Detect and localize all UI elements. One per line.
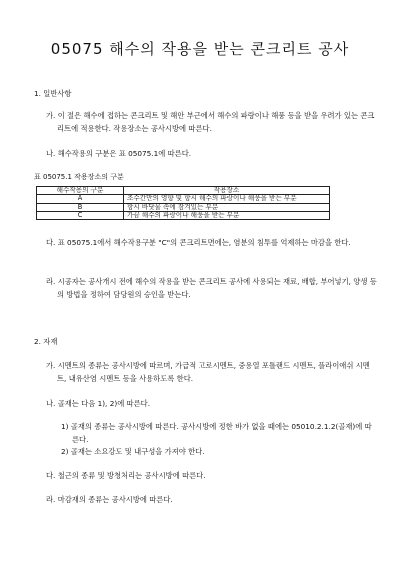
- table-cell: A: [37, 195, 124, 203]
- table-header-cell: 해수작용의 구분: [37, 187, 124, 195]
- subitem-1: 1) 골재의 종류는 공사시방에 따른다. 공사시방에 정한 바가 없을 때에는 05010.2.1.2(골재)에 따른다.: [61, 422, 372, 444]
- table-cell: C: [37, 211, 124, 219]
- paragraph-ra: 라. 시공자는 공사개시 전에 해수의 작용을 받는 콘크리트 공사에 사용되는 재료, 배합, 부어넣기, 양생 등의 방법을 정하여 담당원의 승인을 받는다.: [46, 277, 377, 299]
- document-title: 05075 해수의 작용을 받는 콘크리트 공사: [50, 40, 350, 58]
- paragraph-da: 다. 표 05075.1에서 해수작용구분 "C"의 콘크리트면에는, 염분의 침투를 억제하는 마감을 한다.: [46, 238, 351, 247]
- table-row: [37, 211, 330, 219]
- exposure-table: [36, 186, 330, 220]
- subitem-2: 2) 골재는 소요강도 및 내구성을 가져야 한다.: [61, 447, 205, 456]
- paragraph-aggregate: 나. 골재는 다음 1), 2)에 따른다.: [46, 399, 151, 408]
- table-row: [37, 195, 330, 203]
- paragraph-ga: 가. 이 절은 해수에 접하는 콘크리트 및 해안 부근에서 해수의 파랑이나 해풍 등을 받을 우려가 있는 콘크리트에 적용한다. 작용장소는 공사시방에 따른다.: [46, 111, 375, 133]
- paragraph-finish: 라. 마감재의 종류는 공사시방에 따른다.: [46, 495, 173, 504]
- section-heading-general: 1. 일반사항: [34, 89, 72, 98]
- paragraph-na: 나. 해수작용의 구분은 표 05075.1에 따른다.: [46, 149, 192, 158]
- section-heading-materials: 2. 자재: [34, 337, 58, 346]
- table-cell: 가끔 해수의 파랑이나 해풍을 받는 부분: [124, 211, 330, 219]
- table-cell: B: [37, 203, 124, 211]
- table-cell: 항시 바닷물 속에 잠겨있는 부분: [124, 203, 330, 211]
- table-header-cell: 작용장소: [124, 187, 330, 195]
- table-cell: 조수간만의 영향 및 항시 해수의 파랑이나 해풍을 받는 부분: [124, 195, 330, 203]
- paragraph-cement: 가. 시멘트의 종류는 공사시방에 따르며, 가급적 고로시멘트, 중용열 포틀랜드 시멘트, 플라이애쉬 시멘트, 내유산염 시멘트 등을 사용하도록 한다.: [46, 361, 370, 383]
- paragraph-rebar: 다. 철근의 종류 및 방청처리는 공사시방에 따른다.: [46, 471, 206, 480]
- table-caption: 표 05075.1 작용장소의 구분: [34, 173, 124, 181]
